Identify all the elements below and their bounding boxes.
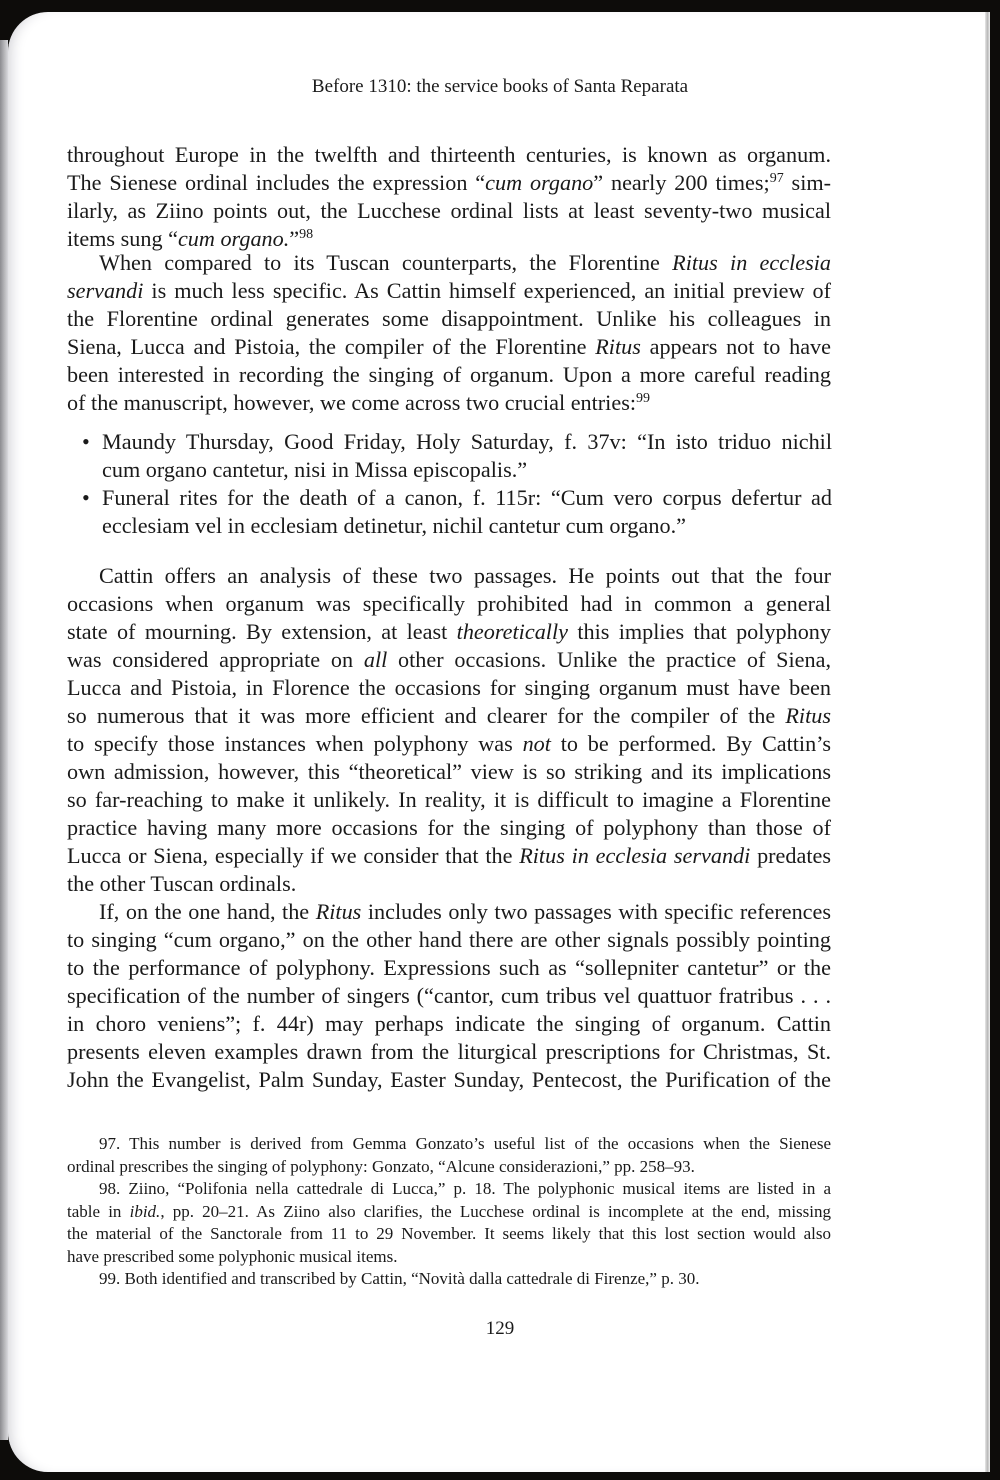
text-line: servandi is much less specific. As Cattin himself experienced, an initial preview of xyxy=(67,278,831,303)
bullet-icon: • xyxy=(82,429,90,454)
text-line: ordinal prescribes the singing of polyphony: Gonzato, “Alcune considerazioni,” pp. 258–93. xyxy=(67,1156,695,1176)
text-line: 97. This number is derived from Gemma Gonzato’s useful list of the occasions when the Sienese xyxy=(99,1134,831,1153)
text-line: If, on the one hand, the Ritus includes only two passages with specific references xyxy=(99,899,832,924)
bullet-item xyxy=(82,428,832,484)
footnote-ref-98[interactable]: 98 xyxy=(299,227,314,242)
text-line: presents eleven examples drawn from the liturgical prescriptions for Christmas, St. xyxy=(67,1039,831,1064)
footnote-97 xyxy=(67,1133,831,1178)
text-line: The Sienese ordinal includes the expression “cum organo” nearly 200 times;$^{97}$ sim- xyxy=(67,170,832,195)
bullet-list xyxy=(82,428,832,540)
text-line: 98. Ziino, “Polifonia nella cattedrale di Lucca,” p. 18. The polyphonic musical items are listed in a xyxy=(99,1179,831,1198)
text-line: been interested in recording the singing of organum. Upon a more careful reading xyxy=(67,362,831,387)
text-line: occasions when organum was specifically prohibited had in common a general xyxy=(67,591,831,616)
page-edge xyxy=(985,12,990,1472)
text-line: 99. Both identified and transcribed by Cattin, “Novità dalla cattedrale di Firenze,” p. 30. xyxy=(99,1269,700,1288)
text-line: cum organo cantetur, nisi in Missa episcopalis.” xyxy=(102,457,528,482)
text-line: to the performance of polyphony. Expressions such as “sollepniter cantetur” or the xyxy=(67,955,831,980)
text-line: ilarly, as Ziino points out, the Lucchese ordinal lists at least seventy-two musical xyxy=(67,198,831,223)
text-line: throughout Europe in the twelfth and thirteenth centuries, is known as organum. xyxy=(67,142,831,167)
text-line: in choro veniens”; f. 44r) may perhaps indicate the singing of organum. Cattin xyxy=(67,1011,831,1036)
bullet-icon: • xyxy=(82,485,90,510)
paragraph-4 xyxy=(67,898,831,1094)
text-line: Cattin offers an analysis of these two passages. He points out that the four xyxy=(99,563,831,588)
text-line: Maundy Thursday, Good Friday, Holy Saturday, f. 37v: “In isto triduo nichil xyxy=(102,429,832,454)
text-line: state of mourning. By extension, at least theoretically this implies that polyphony xyxy=(67,619,831,644)
text-line: John the Evangelist, Palm Sunday, Easter Sunday, Pentecost, the Purification of the xyxy=(67,1067,831,1092)
facing-page-edge xyxy=(0,40,8,1440)
text-line: to singing “cum organo,” on the other hand there are other signals possibly pointing xyxy=(67,927,831,952)
footnote-ref-99[interactable]: 99 xyxy=(636,391,650,406)
text-line: Siena, Lucca and Pistoia, the compiler of the Florentine Ritus appears not to have xyxy=(67,334,831,359)
text-line: ecclesiam vel in ecclesiam detinetur, nichil cantetur cum organo.” xyxy=(102,513,686,538)
running-head: Before 1310: the service books of Santa Reparata xyxy=(311,76,689,97)
footnote-98 xyxy=(67,1178,831,1268)
text-line: Lucca and Pistoia, in Florence the occasions for singing organum must have been xyxy=(67,675,831,700)
footnote-ref-97[interactable]: 97 xyxy=(769,171,784,186)
paragraph-2 xyxy=(67,249,831,417)
text-line: have prescribed some polyphonic musical items. xyxy=(67,1246,398,1266)
paragraph-1 xyxy=(67,141,831,253)
text-line: the Florentine ordinal generates some disappointment. Unlike his colleagues in xyxy=(67,306,831,331)
text-line: items sung “cum organo.”$^{98}$ xyxy=(67,226,314,251)
text-line: specification of the number of singers (“cantor, cum tribus vel quattuor fratribus . . . xyxy=(67,983,831,1008)
text-line: own admission, however, this “theoretical” view is so striking and its implications xyxy=(67,759,831,784)
text-line: When compared to its Tuscan counterparts, the Florentine Ritus in ecclesia xyxy=(99,250,831,275)
text-line: the other Tuscan ordinals. xyxy=(67,871,297,896)
text-line: so far-reaching to make it unlikely. In reality, it is difficult to imagine a Florentine xyxy=(67,787,831,812)
text-line: to specify those instances when polyphony was not to be performed. By Cattin’s xyxy=(67,731,831,756)
text-line: table in ibid., pp. 20–21. As Ziino also clarifies, the Lucchese ordinal is incomplete at the end, missing xyxy=(67,1201,831,1221)
bullet-item xyxy=(82,484,832,540)
page-number: 129 xyxy=(485,1318,515,1339)
text-line: so numerous that it was more efficient and clearer for the compiler of the Ritus xyxy=(67,703,831,728)
text-line: was considered appropriate on all other occasions. Unlike the practice of Siena, xyxy=(67,647,831,672)
text-line: Lucca or Siena, especially if we consider that the Ritus in ecclesia servandi predates xyxy=(67,843,831,868)
footnotes xyxy=(67,1133,831,1291)
paragraph-3 xyxy=(67,562,831,898)
text-line: of the manuscript, however, we come across two crucial entries:$^{99}$ xyxy=(67,390,650,415)
text-line: the material of the Sanctorale from 11 to 29 November. It seems likely that this lost section would also xyxy=(67,1224,831,1243)
text-line: Funeral rites for the death of a canon, f. 115r: “Cum vero corpus defertur ad xyxy=(102,485,832,510)
footnote-99 xyxy=(67,1268,831,1291)
text-line: practice having many more occasions for the singing of polyphony than those of xyxy=(67,815,831,840)
